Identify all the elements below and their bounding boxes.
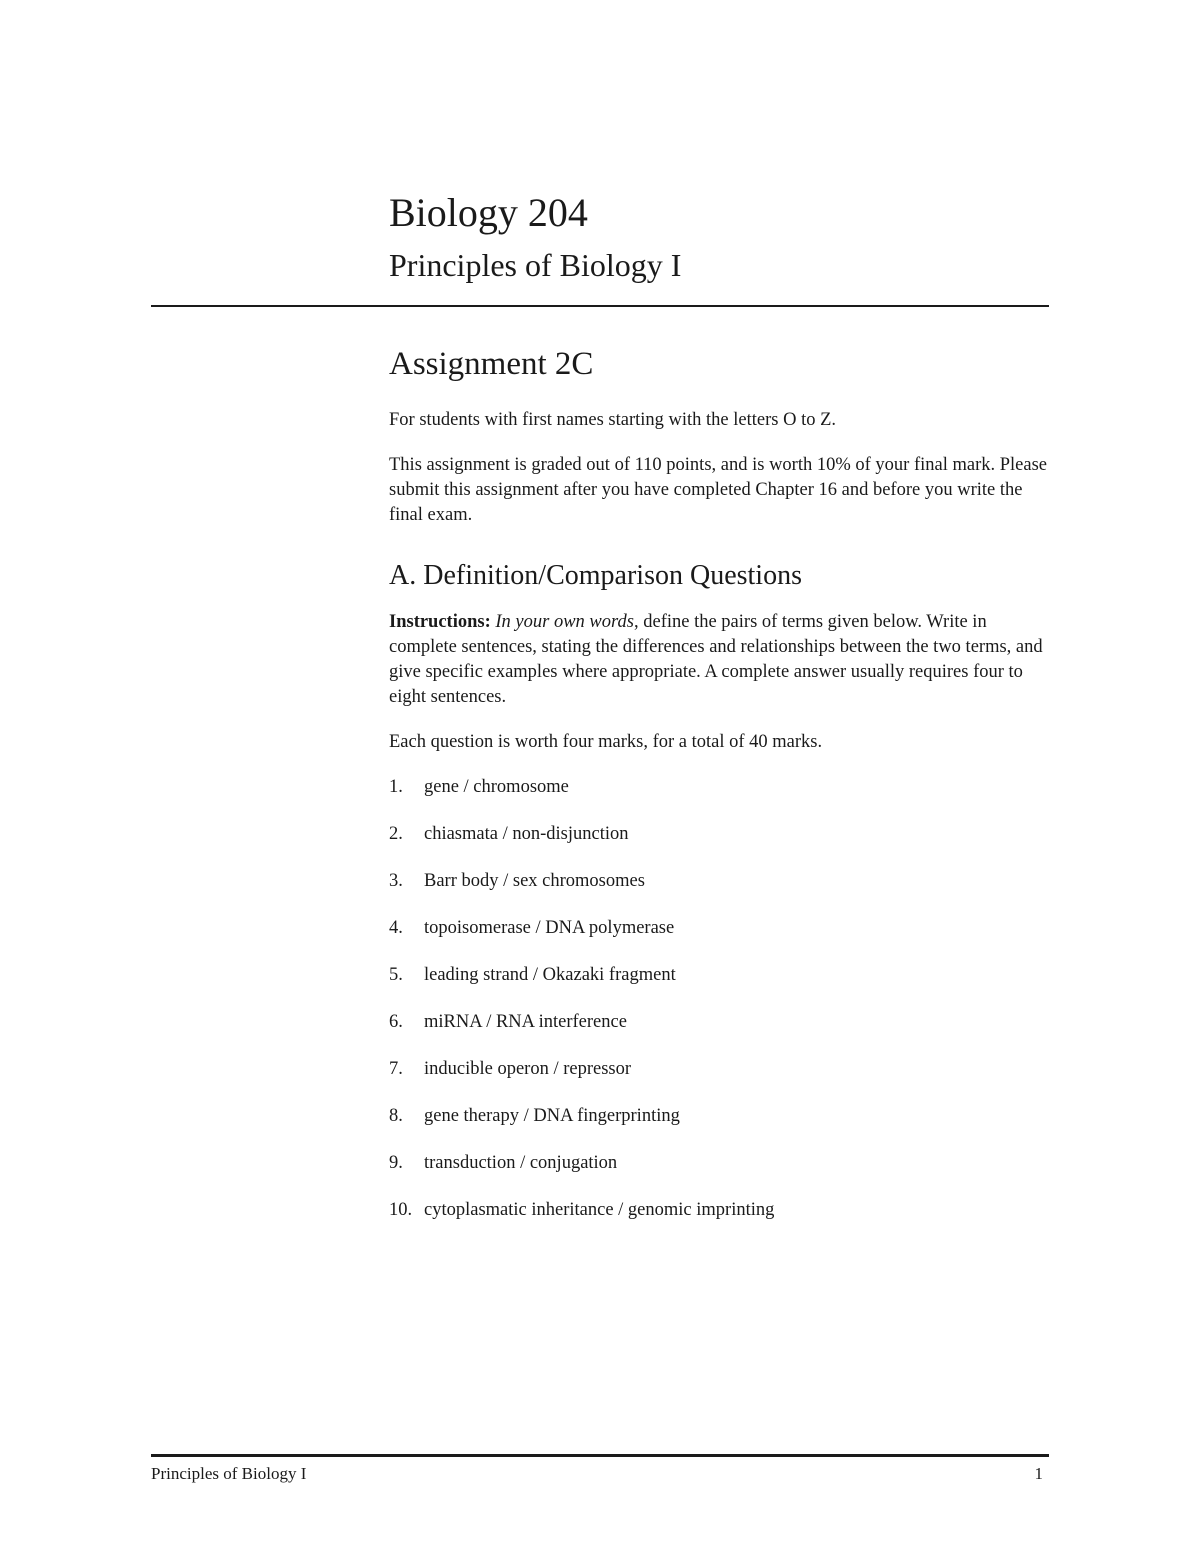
header-divider: [151, 305, 1049, 307]
question-number: 9.: [389, 1153, 403, 1173]
marks-note: Each question is worth four marks, for a total of 40 marks.: [389, 732, 823, 752]
question-number: 6.: [389, 1012, 403, 1032]
question-number: 3.: [389, 871, 403, 891]
question-text: gene / chromosome: [424, 777, 569, 797]
section-a-title: A. Definition/Comparison Questions: [389, 560, 802, 591]
question-number: 8.: [389, 1106, 403, 1126]
question-number: 7.: [389, 1059, 403, 1079]
question-list: [389, 775, 1049, 1245]
course-title: Biology 204: [389, 190, 588, 235]
question-text: chiasmata / non-disjunction: [424, 824, 629, 844]
question-item: [389, 1057, 1049, 1104]
audience-text: For students with first names starting with the letters O to Z.: [389, 410, 837, 430]
question-text: miRNA / RNA interference: [424, 1012, 627, 1032]
instructions-paragraph: [389, 610, 1049, 710]
assignment-title: Assignment 2C: [389, 346, 594, 382]
question-text: gene therapy / DNA fingerprinting: [424, 1106, 680, 1126]
question-item: [389, 916, 1049, 963]
question-item: [389, 775, 1049, 822]
question-number: 1.: [389, 777, 403, 797]
document-body: [389, 340, 1049, 1245]
question-item: [389, 963, 1049, 1010]
footer-divider: [151, 1454, 1049, 1457]
grading-text: This assignment is graded out of 110 points, and is worth 10% of your final mark. Please submit this assignment after you have completed Chapter 16 and before you write the final exam.: [389, 455, 1048, 525]
question-item: [389, 869, 1049, 916]
instructions-label: Instructions:: [389, 612, 491, 632]
footer-course-name: Principles of Biology I: [151, 1464, 307, 1483]
question-number: 10.: [389, 1200, 413, 1220]
course-subtitle: Principles of Biology I: [389, 247, 682, 283]
question-item: [389, 1104, 1049, 1151]
question-text: cytoplasmatic inheritance / genomic imprinting: [424, 1200, 775, 1220]
question-item: [389, 1010, 1049, 1057]
question-item: [389, 1198, 1049, 1245]
question-text: transduction / conjugation: [424, 1153, 618, 1173]
instructions-text: , define the pairs of terms given below. Write in complete sentences, stating the differences and relationships between the two terms, and give specific examples where appropriate. A complete answer usually requires four to eight sentences.: [389, 612, 1043, 707]
question-text: inducible operon / repressor: [424, 1059, 632, 1079]
question-number: 5.: [389, 965, 403, 985]
instructions-emphasis: In your own words: [495, 612, 634, 632]
question-text: leading strand / Okazaki fragment: [424, 965, 676, 985]
question-text: Barr body / sex chromosomes: [424, 871, 645, 891]
question-item: [389, 822, 1049, 869]
question-item: [389, 1151, 1049, 1198]
question-number: 2.: [389, 824, 403, 844]
question-number: 4.: [389, 918, 403, 938]
question-text: topoisomerase / DNA polymerase: [424, 918, 675, 938]
page-number: 1: [1034, 1464, 1043, 1483]
